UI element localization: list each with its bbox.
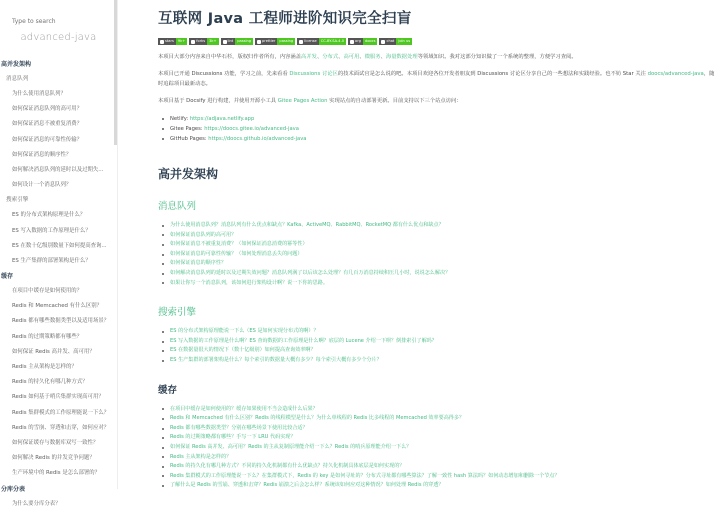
intro-paragraph-3 [158,96,716,107]
sidebar-subgroup[interactable]: 消息队列 [6,76,29,82]
badge-icon [299,40,303,44]
search-question-list [158,327,716,365]
sidebar-item[interactable]: 如何保证 Redis 高并发、高可用？ [12,348,95,355]
subheading-cache: 缓存 [158,384,178,396]
sidebar-item[interactable]: Redis 的雪崩、穿透和击穿，如何应对？ [12,424,110,431]
badge-value: CC-BY-SA-4.0 [320,39,345,43]
site-label: Gitee Pages: [170,126,205,132]
sidebar-item[interactable]: Redis 如何基于哨兵集群实现高可用？ [12,394,104,401]
question-link[interactable]: Redis 的过期策略都有哪些？手写一下 LRU 代码实现？ [158,433,716,443]
search-input[interactable] [12,18,108,25]
question-link[interactable]: 如何保证 Redis 高并发、高可用？Redis 的主从复制原理能介绍一下么？Redis 的哨兵原理能介绍一下么？ [158,443,716,453]
mq-question-list [158,221,716,288]
page-title: 互联网 Java 工程师进阶知识完全扫盲 [158,11,412,27]
sidebar-item[interactable]: 如何保证消息队列的高可用？ [12,106,83,113]
sidebar-group: 分库分表 [1,485,26,493]
badge-label [379,38,396,45]
site-label: GitHub Pages: [170,136,209,142]
topic-link-high-availability[interactable]: 高可用 [343,54,360,60]
badge-icon [257,40,261,44]
app-name-link[interactable]: advanced-java [20,32,97,43]
discussions-link[interactable]: Discussions 讨论区 [289,70,338,77]
main-content [118,0,720,489]
badge-label [255,38,277,45]
question-link[interactable]: Redis 的持久化有哪几种方式？不同的持久化机制都有什么优缺点？持久化机制具体底层是如何实现的？ [158,462,716,472]
badge-label-text: lint [227,39,234,43]
intro-paragraph-2 [158,69,716,90]
sidebar-item[interactable]: Redis 都有哪些数据类型以及适用场景？ [12,318,110,325]
sidebar-item[interactable]: ES 生产集群的部署架构是什么？ [12,257,91,264]
sidebar-item[interactable]: 如何保证缓存与数据库双写一致性？ [12,439,99,446]
subheading-message-queue[interactable]: 消息队列 [158,201,197,212]
badge-label [348,38,363,45]
badge-icon [223,40,227,44]
badge-value: 3k+ [209,39,217,43]
question-link[interactable]: ES 的分布式架构原理能说一下么（ES 是如何实现分布式的啊）？ [158,327,716,337]
question-link[interactable]: 在项目中缓存是如何使用的？缓存如果使用不当会造成什么后果？ [158,405,716,415]
sidebar-item[interactable]: 为什么使用消息队列？ [12,91,66,97]
sidebar-nav [0,57,117,512]
subheading-search-engine[interactable]: 搜索引擎 [158,307,197,319]
sidebar [0,0,118,507]
question-link[interactable]: Redis 都有哪些数据类型？分别在哪些场景下使用比较合适？ [158,424,716,434]
sidebar-item[interactable]: ES 的分布式架构原理是什么？ [12,212,86,219]
section-heading-high-concurrency: 高并发架构 [158,167,219,181]
badge-value: join us [398,39,411,43]
topic-link-microservices[interactable]: 微服务 [364,54,381,60]
sidebar-item[interactable]: 如何设计一个消息队列？ [12,182,72,189]
intro-text: 实现站点的自动部署更新。目前支持以下三个站点访问： [327,97,462,104]
question-link[interactable]: Redis 和 Memcached 有什么区别？Redis 的线程模型是什么？为什么单线程的 Redis 比多线程的 Memcached 效率要高得多？ [158,414,716,424]
sidebar-item[interactable]: 为什么要分库分表？ [12,500,61,507]
sidebar-item[interactable]: 如何解决消息队列的延时以及过期失... [12,166,104,173]
intro-text: 本项目大部分内容来自中华石杉，版权归作者所有，内容涵盖 [158,54,302,60]
site-list-item [158,114,716,124]
site-url-link[interactable]: https://doocs.github.io/advanced-java [208,136,307,142]
site-list-item [158,124,716,134]
question-link[interactable]: 如果让你写一个消息队列，该如何进行架构设计啊？说一下你的思路。 [158,279,716,289]
badge-icon [350,40,354,44]
intro-paragraph-1: 本项目大部分内容来自中华石杉，版权归作者所有，内容涵盖高并发、分布式、高可用、微服务、海量数据处理等领域知识。我对这部分知识做了一个系统的整理，方便学习查阅。 [158,54,577,60]
topic-link-big-data[interactable]: 海量数据处理 [385,54,418,60]
sidebar-item[interactable]: 如何解决 Redis 的并发竞争问题？ [12,455,95,462]
site-url-link[interactable]: https://adjava.netlify.app [189,116,255,122]
badge-lint[interactable] [221,38,253,45]
sidebar-item[interactable]: Redis 的过期策略都有哪些？ [12,333,83,340]
question-link[interactable]: 如何保证消息队列的高可用？ [158,231,716,241]
badge-value: passing [237,39,252,43]
sidebar-item[interactable]: 如何保证消息不被重复消费？ [12,121,83,128]
sidebar-item[interactable]: Redis 和 Memcached 有什么区别？ [12,303,103,310]
badge-label [297,38,319,45]
badge-label-text: forks [196,39,206,43]
question-link[interactable]: ES 在数据量很大的情况下（数十亿级别）如何提高查询效率啊？ [158,346,716,356]
badge-icon [160,40,164,44]
question-link[interactable]: 为什么使用消息队列？消息队列有什么优点和缺点？Kafka、ActiveMQ、RabbitMQ、RocketMQ 都有什么优点和缺点？ [158,221,716,231]
badge-label [221,38,236,45]
topic-link-high-concurrency[interactable]: 高并发 [301,54,317,60]
sidebar-scrollbar[interactable] [114,0,117,145]
intro-text: 的技术面试官是怎么说的吧。本项目欢迎各位开发者朋友到 Discussions 讨论区分享自己的一些想法和实践经验。也不妨 Star 关注 [337,70,648,77]
sidebar-item[interactable]: 如何保证消息的可靠性传输？ [12,136,83,143]
question-link[interactable]: 如何保证消息不被重复消费？（如何保证消息消费的幂等性） [158,240,716,250]
intro-text: 本项目已开通 Discussions 功能，学习之前，先来看看 [158,70,290,77]
badge-license[interactable] [297,38,346,45]
question-link[interactable]: 如何保证消息的可靠性传输？（如何处理消息丢失的问题） [158,250,716,260]
site-list-item [158,134,716,144]
badge-org[interactable] [348,38,377,45]
site-url-link[interactable]: https://doocs.gitee.io/advanced-java [204,126,299,132]
question-link[interactable]: Redis 主从架构是怎样的？ [158,453,716,463]
gitee-pages-action-link[interactable]: Gitee Pages Action [277,97,328,104]
badge-prettier[interactable] [255,38,295,45]
sidebar-group: 缓存 [1,273,14,281]
badge-row [158,38,716,46]
site-label: Netlify: [170,116,190,122]
badge-icon [381,40,385,44]
badge-label-text: org [355,39,361,43]
site-list [158,114,716,144]
badge-stars[interactable] [158,38,187,45]
cache-question-list [158,405,716,491]
badge-icon [191,40,195,44]
badge-value: doocs [364,39,376,43]
sidebar-item[interactable]: ES 在数十亿级别数量下如何提高查询... [12,242,107,249]
sidebar-group: 高并发架构 [1,61,32,68]
sidebar-item[interactable]: Redis 的持久化有哪几种方式？ [12,379,88,386]
sidebar-item[interactable]: Redis 主从架构是怎样的？ [12,364,77,370]
intro-text: 等领域知识。我对这部分知识做了一个系统的整理，方便学习查阅。 [417,54,577,60]
topic-link-distributed[interactable]: 分布式 [322,54,339,60]
question-link[interactable]: ES 写入数据的工作原理是什么啊？ES 查询数据的工作原理是什么啊？底层的 Lucene 介绍一下呗？倒排索引了解吗？ [158,337,716,347]
sidebar-item[interactable]: ES 写入数据的工作原理是什么？ [12,227,91,234]
badge-label-text: stars [165,39,174,43]
sidebar-subgroup[interactable]: 搜索引擎 [6,197,29,204]
question-link[interactable]: ES 生产集群的部署架构是什么？每个索引的数据量大概有多少？每个索引大概有多少个分片？ [158,356,716,366]
badge-label-text: chat [386,39,395,43]
badge-label [189,38,207,45]
badge-forks[interactable] [189,38,218,45]
sidebar-item[interactable]: 在项目中缓存是如何使用的？ [12,288,83,295]
sidebar-item[interactable]: 如何保证消息的顺序性？ [12,151,72,158]
badge-label-text: prettier [262,39,276,43]
badge-value: passing [279,39,294,43]
badge-value: 9k+ [177,39,186,43]
question-link[interactable]: 如何保证消息的顺序性？ [158,259,716,269]
repo-link[interactable]: doocs/advanced-java [647,70,704,77]
question-link[interactable]: 了解什么是 Redis 的雪崩、穿透和击穿？Redis 崩溃之后会怎么样？系统该如何应对这种情况？如何处理 Redis 的穿透？ [158,481,716,491]
sidebar-item[interactable]: Redis 集群模式的工作原理能说一下么？ [12,409,110,416]
badge-label-text: license [304,39,317,43]
badge-label [158,38,176,45]
badge-chat[interactable] [379,38,412,45]
search-box[interactable] [0,0,117,22]
question-link[interactable]: 如何解决消息队列的延时以及过期失效问题？消息队列满了以后该怎么处理？有几百万消息持续积压几小时，说说怎么解决？ [158,269,716,279]
sidebar-item[interactable]: 生产环境中的 Redis 是怎么部署的？ [12,470,101,477]
question-link[interactable]: Redis 集群模式的工作原理能说一下么？在集群模式下，Redis 的 key 是如何寻址的？分布式寻址都有哪些算法？了解一致性 hash 算法吗？如何动态增加和删除一个节点？ [158,472,716,482]
intro-text: 本项目基于 Docsify 进行构建，并使用开源小工具 [158,97,278,104]
intro-text: ，随时追踪项目最新动态。 [158,70,715,87]
